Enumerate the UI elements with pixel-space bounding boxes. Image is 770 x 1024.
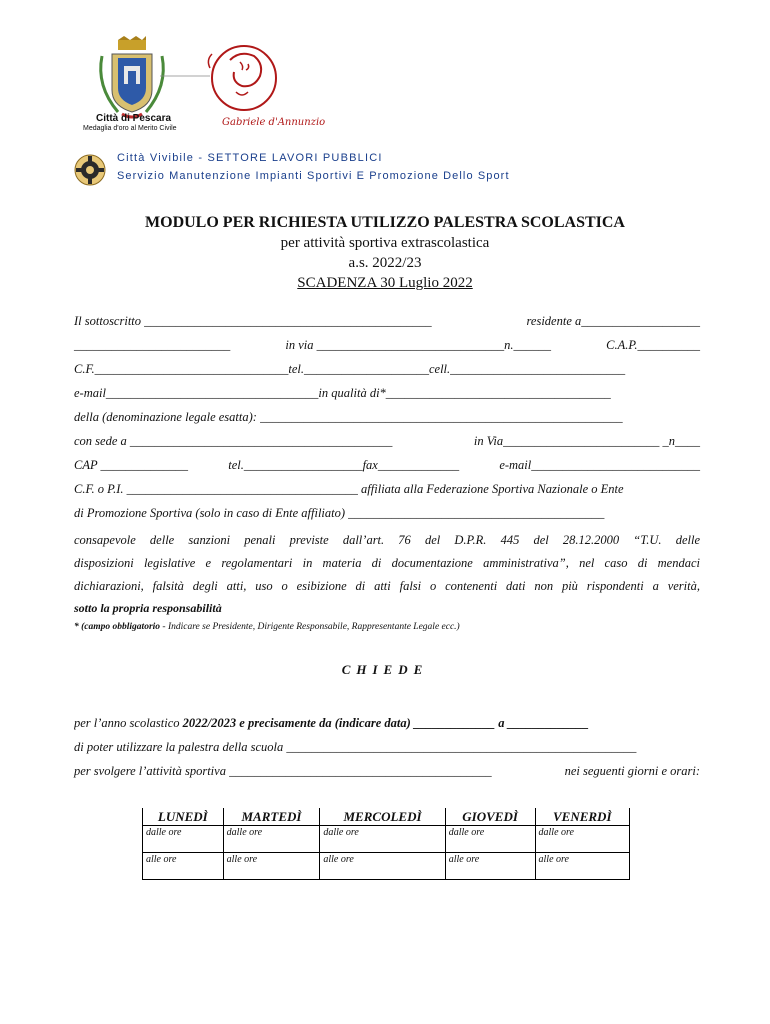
gear-emblem-icon (74, 154, 106, 186)
tuesday-to-cell[interactable]: alle ore (223, 853, 320, 880)
request-heading: CHIEDE (341, 662, 429, 677)
form-subtitle: per attività sportiva extrascolastica (280, 235, 490, 251)
form-row-applicant[interactable] (74, 314, 700, 329)
day-header-tuesday: MARTEDÌ (223, 808, 320, 826)
declaration-line-2: disposizioni legislative e regolamentari in materia di documentazione amministrativa”, nel caso di mendaci (74, 556, 700, 570)
monday-to-cell[interactable]: alle ore (143, 853, 224, 880)
mandatory-note-label: * (campo obbligatorio (74, 622, 161, 632)
department-line: Città Vivibile - SETTORE LAVORI PUBBLICI (117, 152, 383, 164)
seat-email-field[interactable]: e-mail___________________________ (499, 458, 700, 472)
mandatory-note (74, 622, 700, 632)
day-header-thursday: GIOVEDÌ (445, 808, 535, 826)
denomination-field[interactable]: della (denominazione legale esatta): __________________________________________________________ (74, 410, 623, 424)
deadline: SCADENZA 30 Luglio 2022 (297, 275, 473, 291)
declaration-line-3: dichiarazioni, falsità degli atti, uso o esibizione di atti falsi o contenenti dati non più rispondenti a verità, (74, 579, 700, 593)
schedule-from-row[interactable] (143, 826, 630, 853)
cap-field[interactable]: C.A.P.__________ (606, 338, 700, 352)
seat-tel-fax-field[interactable]: tel.___________________fax_____________ (228, 458, 460, 472)
seat-field[interactable]: con sede a __________________________________________ (74, 434, 393, 448)
form-row-seat-contacts[interactable] (74, 458, 700, 473)
form-row-contacts[interactable] (74, 362, 700, 377)
declaration-line-1: consapevole delle sanzioni penali previste dall’art. 76 del D.P.R. 445 del 28.12.2000 “T.U. delle (74, 533, 700, 547)
form-row-denomination[interactable] (74, 410, 700, 425)
form-row-address[interactable] (74, 338, 700, 353)
activity-suffix: nei seguenti giorni e orari: (564, 764, 700, 778)
day-header-monday: LUNEDÌ (143, 808, 224, 826)
city-field[interactable]: _________________________ (74, 338, 231, 352)
form-row-vat[interactable] (74, 482, 700, 497)
monday-from-cell[interactable]: dalle ore (143, 826, 224, 853)
request-row-year[interactable] (74, 716, 700, 731)
thursday-from-cell[interactable]: dalle ore (445, 826, 535, 853)
residence-field[interactable]: residente a___________________ (526, 314, 700, 328)
school-year: a.s. 2022/23 (348, 255, 422, 271)
schedule-to-row[interactable] (143, 853, 630, 880)
friday-from-cell[interactable]: dalle ore (535, 826, 629, 853)
schedule-table (142, 808, 630, 880)
gym-field[interactable]: di poter utilizzare la palestra della scuola ________________________________________________________ (74, 740, 637, 754)
mandatory-note-text: - Indicare se Presidente, Dirigente Responsabile, Rappresentante Legale ecc.) (160, 622, 460, 632)
form-row-seat[interactable] (74, 434, 700, 449)
seat-street-field[interactable]: in Via_________________________ _n____ (473, 434, 700, 448)
request-year-label: per l’anno scolastico (74, 716, 183, 730)
form-row-federation[interactable] (74, 506, 700, 521)
seat-cap-field[interactable]: CAP ______________ (74, 458, 189, 472)
cf-tel-cell-field[interactable]: C.F._______________________________tel.____________________cell.____________________________ (74, 362, 626, 376)
request-dates-field[interactable]: 2022/2023 e precisamente da (indicare data) _____________ a _____________ (182, 716, 589, 730)
street-field[interactable]: in via ______________________________n.______ (285, 338, 551, 352)
form-row-email[interactable] (74, 386, 700, 401)
activity-field[interactable]: per svolgere l’attività sportiva __________________________________________ (74, 764, 492, 778)
day-header-wednesday: MERCOLEDÌ (320, 808, 445, 826)
friday-to-cell[interactable]: alle ore (535, 853, 629, 880)
responsibility-text: sotto la propria responsabilità (74, 601, 222, 615)
dannunzio-stamp-icon (208, 46, 276, 110)
tuesday-from-cell[interactable]: dalle ore (223, 826, 320, 853)
request-row-activity[interactable] (74, 764, 700, 779)
medal-caption: Medaglia d'oro al Merito Civile (83, 125, 177, 132)
form-title: MODULO PER RICHIESTA UTILIZZO PALESTRA SCOLASTICA (145, 214, 625, 231)
email-role-field[interactable]: e-mail__________________________________in qualità di*____________________________________ (74, 386, 611, 400)
city-caption: Città di Pescara (96, 113, 172, 124)
wednesday-from-cell[interactable]: dalle ore (320, 826, 445, 853)
applicant-field[interactable]: Il sottoscritto ______________________________________________ (74, 314, 432, 328)
day-header-friday: VENERDÌ (535, 808, 629, 826)
request-row-gym[interactable] (74, 740, 700, 755)
vat-field[interactable]: C.F. o P.I. _____________________________________ affiliata alla Federazione Sportiva Nazionale o Ente (74, 482, 624, 496)
thursday-to-cell[interactable]: alle ore (445, 853, 535, 880)
federation-field[interactable]: di Promozione Sportiva (solo in caso di Ente affiliato) _________________________________________ (74, 506, 605, 520)
wednesday-to-cell[interactable]: alle ore (320, 853, 445, 880)
service-line: Servizio Manutenzione Impianti Sportivi E Promozione Dello Sport (117, 170, 510, 182)
signature-text: Gabriele d'Annunzio (222, 117, 326, 128)
schedule-header-row (143, 808, 630, 826)
